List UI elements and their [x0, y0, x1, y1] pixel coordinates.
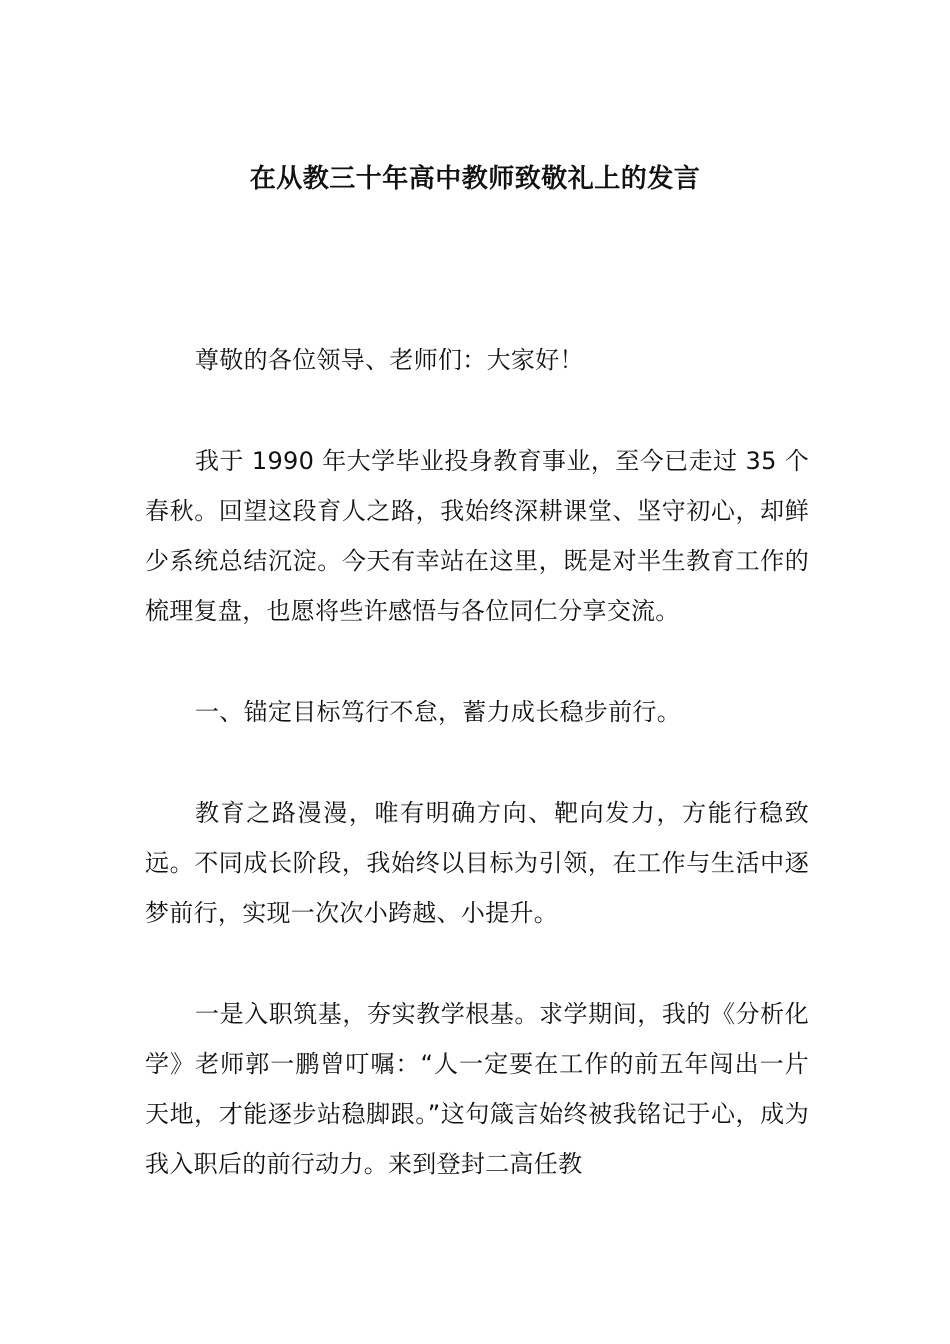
- intro-paragraph: 我于 1990 年大学毕业投身教育事业，至今已走过 35 个春秋。回望这段育人之路，我始终深耕课堂、坚守初心，却鲜少系统总结沉淀。今天有幸站在这里，既是对半生教育工作的梳理复盘，也愿将些许感悟与各位同仁分享交流。: [145, 447, 809, 625]
- document-body: [145, 335, 809, 1240]
- point-1-paragraph: 一是入职筑基，夯实教学根基。求学期间，我的《分析化学》老师郭一鹏曾叮嘱：“人一定要在工作的前五年闯出一片天地，才能逐步站稳脚跟。”这句箴言始终被我铭记于心，成为我入职后的前行动力。来到登封二高任教: [145, 1000, 809, 1178]
- section-1-paragraph: 教育之路漫漫，唯有明确方向、靶向发力，方能行稳致远。不同成长阶段，我始终以目标为引领，在工作与生活中逐梦前行，实现一次次小跨越、小提升。: [145, 799, 809, 927]
- section-heading-1: 一、锚定目标笃行不怠，蓄力成长稳步前行。: [195, 698, 681, 726]
- document-title: 在从教三十年高中教师致敬礼上的发言: [249, 164, 701, 194]
- greeting-paragraph: 尊敬的各位领导、老师们：大家好！: [195, 346, 584, 374]
